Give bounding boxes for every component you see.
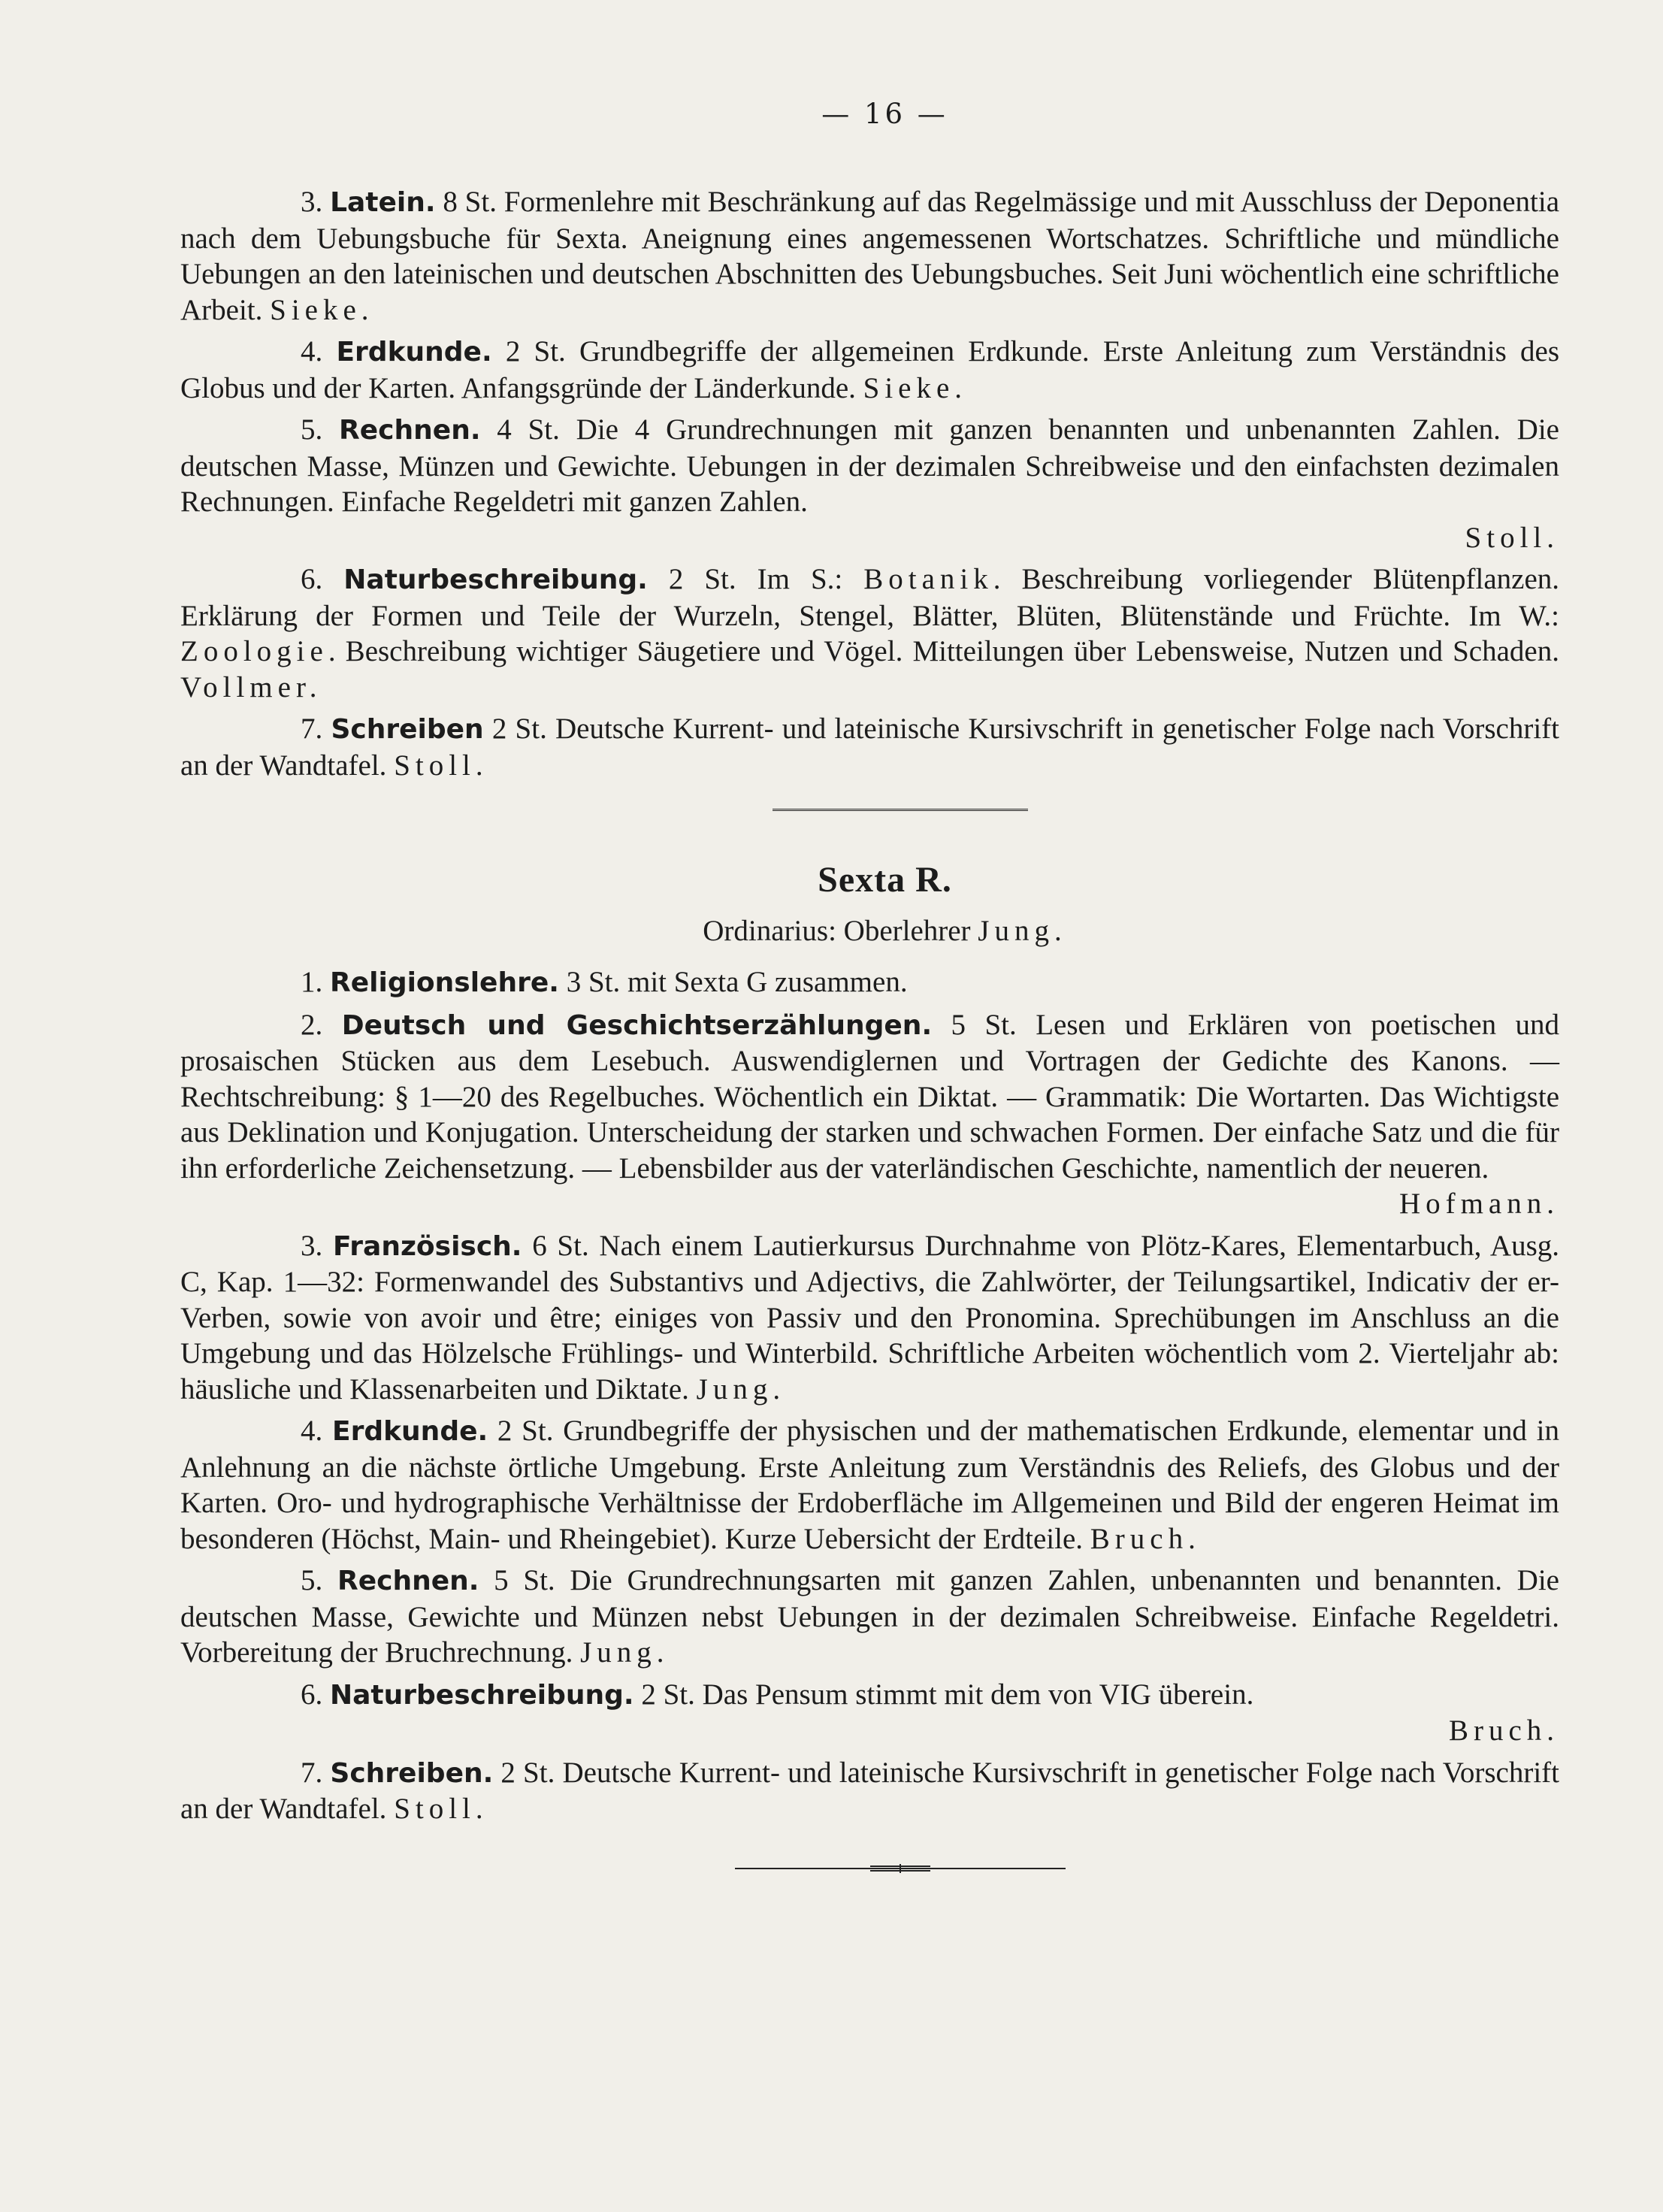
teacher-name: Stoll. <box>394 749 488 782</box>
subject-paragraph-rechnen-2: 5. Rechnen. 5 St. Die Grundrechnungsarten mit ganzen Zahlen, unbenannten und benannten. Die deutschen Masse, Gewichte und Münzen nebst Uebungen in der dezimalen Schreibweise. Einfache Regeldetri. Vorbereitung der Bruchrechnung. Jung. <box>180 1564 1559 1669</box>
teacher-name: Stoll. <box>394 1793 488 1825</box>
teacher-name: Jung. <box>580 1636 670 1669</box>
section-divider <box>773 809 1028 811</box>
end-ornament-rule <box>735 1863 1066 1874</box>
subject-heading: Naturbeschreibung. <box>330 1679 634 1711</box>
subject-heading: Französisch. <box>332 1230 522 1262</box>
ordinarius-line: Ordinarius: Oberlehrer Jung. <box>703 915 1067 947</box>
subject-heading: Latein. <box>330 187 436 218</box>
subject-heading: Erdkunde. <box>336 337 492 368</box>
subject-paragraph-naturbeschreibung: 6. Naturbeschreibung. 2 St. Im S.: Botanik. Beschreibung vorliegender Blütenpflanzen. Erklärung der Formen und Teile der Wurzeln, Stengel, Blätter, Blüten, Blütenstände und Früchte. Im W.: Zoologie. Beschreibung wichtiger Säugetiere und Vögel. Mitteilungen über Lebensweise, Nutzen und Schaden. Vollmer. <box>180 563 1560 704</box>
subject-heading: Religionslehre. <box>330 967 559 998</box>
subject-paragraph-deutsch: 2. Deutsch und Geschichtserzählungen. 5 St. Lesen und Erklären von poetischen und prosaischen Stücken aus dem Lesebuch. Auswendiglernen und Vortragen der Gedichte des Kanons. — Rechtschreibung: § 1—20 des Regelbuches. Wöchentlich ein Diktat. — Grammatik: Die Wortarten. Das Wichtigste aus Deklination und Konjugation. Unterscheidung der starken und schwachen Formen. Der einfache Satz und die für ihn erforderliche Zeichensetzung. — Lebensbilder aus der vaterländischen Geschichte, namentlich der neueren. Hofmann. <box>180 1007 1559 1222</box>
subject-heading: Naturbeschreibung. <box>343 564 648 595</box>
subject-heading: Schreiben. <box>330 1757 494 1789</box>
ordinarius-name: Jung. <box>978 915 1067 947</box>
teacher-name: Hofmann. <box>1398 1188 1559 1220</box>
teacher-name: Vollmer. <box>180 670 322 704</box>
topic-zoologie: Zoologie <box>180 635 328 667</box>
subject-heading: Deutsch und Geschichtserzählungen. <box>341 1009 933 1041</box>
teacher-name: Bruch. <box>1090 1522 1201 1555</box>
page-number: — 16 — <box>821 98 948 130</box>
teacher-name: Stoll. <box>1465 521 1559 554</box>
subject-heading: Schreiben <box>331 714 484 745</box>
ornament-line-icon <box>735 1863 1066 1874</box>
subject-paragraph-naturbeschreibung-2: 6. Naturbeschreibung. 2 St. Das Pensum stimmt mit dem von VIG überein. Bruch. <box>180 1677 1559 1749</box>
subject-paragraph-franzoesisch: 3. Französisch. 6 St. Nach einem Lautierkursus Durchnahme von Plötz-Kares, Elementarbuch, Ausg. C, Kap. 1—32: Formenwandel des Substantivs und Adjectivs, die Zahlwörter, der Teilungsartikel, Indicativ der er-Verben, sowie von avoir und être; einiges von Passiv und den Pronomina. Sprechübungen im Anschluss an die Umgebung und das Hölzelsche Frühlings- und Winterbild. Schriftliche Arbeiten wöchentlich vom 2. Vierteljahr ab: häusliche und Klassenarbeiten und Diktate. Jung. <box>180 1229 1560 1406</box>
subject-paragraph-latein: 3. Latein. 8 St. Formenlehre mit Beschränkung auf das Regelmässige und mit Ausschluss der Deponentia nach dem Uebungsbuche für Sexta. Aneignung eines angemessenen Wortschatzes. Schriftliche und mündliche Uebungen an den lateinischen und deutschen Abschnitten des Uebungsbuches. Seit Juni wöchentlich eine schriftliche Arbeit. Sieke. <box>180 186 1559 326</box>
subject-paragraph-erdkunde-2: 4. Erdkunde. 2 St. Grundbegriffe der physischen und der mathematischen Erdkunde, elementar und in Anlehnung an die nächste örtliche Umgebung. Erste Anleitung zum Verständnis des Reliefs, des Globus und der Karten. Oro- und hydrographische Verhältnisse der Erdoberfläche im Allgemeinen und Bild der engeren Heimat im besonderen (Höchst, Main- und Rheingebiet). Kurze Uebersicht der Erdteile. Bruch. <box>180 1415 1560 1555</box>
subject-paragraph-rechnen: 5. Rechnen. 4 St. Die 4 Grundrechnungen mit ganzen benannten und unbenannten Zahlen. Die deutschen Masse, Münzen und Gewichte. Uebungen in der dezimalen Schreibweise und den einfachsten dezimalen Rechnungen. Einfache Regeldetri mit ganzen Zahlen. Stoll. <box>180 412 1559 555</box>
subject-paragraph-schreiben-2: 7. Schreiben. 2 St. Deutsche Kurrent- und lateinische Kursivschrift in genetischer Folge nach Vorschrift an der Wandtafel. Stoll. <box>180 1756 1559 1825</box>
subject-paragraph-religionslehre: 1. Religionslehre. 3 St. mit Sexta G zusammen. <box>301 966 908 998</box>
teacher-name: Bruch. <box>1448 1714 1559 1747</box>
subject-paragraph-schreiben: 7. Schreiben 2 St. Deutsche Kurrent- und lateinische Kursivschrift in genetischer Folge nach Vorschrift an der Wandtafel. Stoll. <box>180 713 1559 782</box>
subject-heading: Rechnen. <box>337 1566 479 1596</box>
subject-heading: Erdkunde. <box>332 1416 488 1447</box>
teacher-name: Sieke. <box>270 293 374 326</box>
subject-heading: Rechnen. <box>339 415 481 446</box>
section-title: Sexta R. <box>818 860 952 900</box>
topic-botanik: Botanik <box>863 563 993 595</box>
subject-paragraph-erdkunde: 4. Erdkunde. 2 St. Grundbegriffe der allgemeinen Erdkunde. Erste Anleitung zum Verständnis des Globus und der Karten. Anfangsgründe der Länderkunde. Sieke. <box>180 335 1560 404</box>
teacher-name: Sieke. <box>863 371 968 404</box>
teacher-name: Jung. <box>696 1372 786 1406</box>
